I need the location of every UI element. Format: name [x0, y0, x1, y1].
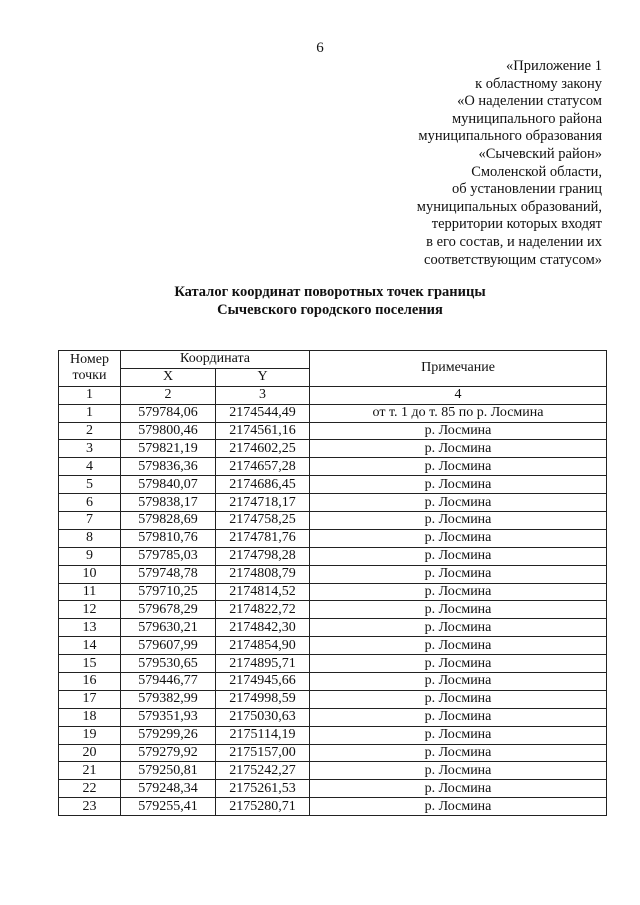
y-coordinate: 2174544,49 [216, 404, 310, 422]
column-index: 2 [121, 386, 216, 404]
note: р. Лосмина [310, 798, 607, 816]
note: р. Лосмина [310, 565, 607, 583]
point-number: 8 [59, 529, 121, 547]
note: р. Лосмина [310, 655, 607, 673]
y-coordinate: 2175114,19 [216, 726, 310, 744]
x-coordinate: 579748,78 [121, 565, 216, 583]
y-coordinate: 2174758,25 [216, 512, 310, 530]
point-number: 21 [59, 762, 121, 780]
point-number: 5 [59, 476, 121, 494]
appendix-line: муниципального района [452, 110, 602, 127]
catalog-title [0, 283, 640, 319]
table-row [59, 619, 607, 637]
x-coordinate: 579810,76 [121, 529, 216, 547]
x-coordinate: 579821,19 [121, 440, 216, 458]
x-coordinate: 579530,65 [121, 655, 216, 673]
table-row [59, 583, 607, 601]
note: р. Лосмина [310, 673, 607, 691]
y-coordinate: 2174842,30 [216, 619, 310, 637]
appendix-line: Смоленской области, [471, 163, 602, 180]
note: р. Лосмина [310, 690, 607, 708]
appendix-line: об установлении границ [451, 181, 602, 198]
y-coordinate: 2174657,28 [216, 458, 310, 476]
table-row [59, 529, 607, 547]
column-index: 1 [59, 386, 121, 404]
table-row [59, 512, 607, 530]
point-number: 2 [59, 422, 121, 440]
y-coordinate: 2174854,90 [216, 637, 310, 655]
y-coordinate: 2174822,72 [216, 601, 310, 619]
table-row [59, 780, 607, 798]
y-coordinate: 2175157,00 [216, 744, 310, 762]
y-coordinate: 2174686,45 [216, 476, 310, 494]
y-header: Y [216, 368, 310, 386]
table-row [59, 601, 607, 619]
note: р. Лосмина [310, 494, 607, 512]
point-number: 15 [59, 655, 121, 673]
appendix-header [272, 58, 602, 269]
table-row [59, 476, 607, 494]
table-row [59, 422, 607, 440]
point-number: 3 [59, 440, 121, 458]
x-coordinate: 579836,36 [121, 458, 216, 476]
y-coordinate: 2175242,27 [216, 762, 310, 780]
x-coordinate: 579382,99 [121, 690, 216, 708]
x-coordinate: 579828,69 [121, 512, 216, 530]
note: р. Лосмина [310, 512, 607, 530]
note: р. Лосмина [310, 458, 607, 476]
y-coordinate: 2174798,28 [216, 547, 310, 565]
x-coordinate: 579607,99 [121, 637, 216, 655]
y-coordinate: 2174808,79 [216, 565, 310, 583]
note: р. Лосмина [310, 619, 607, 637]
appendix-line: муниципальных образований, [416, 198, 602, 215]
appendix-line: к областному закону [475, 75, 602, 92]
point-number: 18 [59, 708, 121, 726]
note: р. Лосмина [310, 601, 607, 619]
table-row [59, 744, 607, 762]
catalog-title-line: Сычевского городского поселения [217, 302, 443, 318]
note: р. Лосмина [310, 762, 607, 780]
column-index: 4 [310, 386, 607, 404]
note: р. Лосмина [310, 744, 607, 762]
point-number: 4 [59, 458, 121, 476]
appendix-line: муниципального образования [418, 128, 602, 145]
table-row [59, 798, 607, 816]
x-coordinate: 579630,21 [121, 619, 216, 637]
point-number: 13 [59, 619, 121, 637]
x-header: X [121, 368, 216, 386]
coordinate-header: Координата [121, 351, 310, 369]
note: р. Лосмина [310, 547, 607, 565]
point-number: 19 [59, 726, 121, 744]
y-coordinate: 2175030,63 [216, 708, 310, 726]
y-coordinate: 2174718,17 [216, 494, 310, 512]
point-number: 10 [59, 565, 121, 583]
point-number: 22 [59, 780, 121, 798]
point-number: 16 [59, 673, 121, 691]
x-coordinate: 579838,17 [121, 494, 216, 512]
appendix-line: территории которых входят [431, 216, 602, 233]
appendix-line: «Сычевский район» [478, 145, 602, 162]
point-number-header [59, 351, 121, 387]
y-coordinate: 2175261,53 [216, 780, 310, 798]
note: р. Лосмина [310, 529, 607, 547]
table-row [59, 404, 607, 422]
y-coordinate: 2175280,71 [216, 798, 310, 816]
point-number: 9 [59, 547, 121, 565]
x-coordinate: 579248,34 [121, 780, 216, 798]
x-coordinate: 579840,07 [121, 476, 216, 494]
table-row [59, 655, 607, 673]
note-header: Примечание [310, 351, 607, 387]
table-row [59, 708, 607, 726]
x-coordinate: 579784,06 [121, 404, 216, 422]
coordinates-table-body [59, 404, 607, 815]
table-row [59, 762, 607, 780]
table-row [59, 637, 607, 655]
x-coordinate: 579446,77 [121, 673, 216, 691]
note: р. Лосмина [310, 583, 607, 601]
appendix-line: «Приложение 1 [506, 58, 602, 74]
column-index: 3 [216, 386, 310, 404]
note: р. Лосмина [310, 726, 607, 744]
y-coordinate: 2174602,25 [216, 440, 310, 458]
note: р. Лосмина [310, 422, 607, 440]
table-row [59, 547, 607, 565]
point-number-header-line1: Номер [70, 352, 109, 368]
x-coordinate: 579255,41 [121, 798, 216, 816]
note: р. Лосмина [310, 476, 607, 494]
x-coordinate: 579710,25 [121, 583, 216, 601]
y-coordinate: 2174561,16 [216, 422, 310, 440]
table-row [59, 690, 607, 708]
y-coordinate: 2174998,59 [216, 690, 310, 708]
y-coordinate: 2174895,71 [216, 655, 310, 673]
catalog-title-line: Каталог координат поворотных точек границы [174, 284, 486, 300]
page-number: 6 [316, 40, 324, 56]
point-number: 12 [59, 601, 121, 619]
point-number: 14 [59, 637, 121, 655]
point-number-header-line2: точки [72, 368, 107, 384]
x-coordinate: 579279,92 [121, 744, 216, 762]
x-coordinate: 579351,93 [121, 708, 216, 726]
y-coordinate: 2174945,66 [216, 673, 310, 691]
note: р. Лосмина [310, 708, 607, 726]
point-number: 6 [59, 494, 121, 512]
table-row [59, 726, 607, 744]
x-coordinate: 579250,81 [121, 762, 216, 780]
x-coordinate: 579785,03 [121, 547, 216, 565]
point-number: 17 [59, 690, 121, 708]
note: р. Лосмина [310, 637, 607, 655]
x-coordinate: 579800,46 [121, 422, 216, 440]
table-row [59, 673, 607, 691]
table-row [59, 440, 607, 458]
table-row [59, 494, 607, 512]
point-number: 20 [59, 744, 121, 762]
note: р. Лосмина [310, 780, 607, 798]
y-coordinate: 2174814,52 [216, 583, 310, 601]
coordinates-table [58, 350, 607, 816]
table-row [59, 458, 607, 476]
note: р. Лосмина [310, 440, 607, 458]
y-coordinate: 2174781,76 [216, 529, 310, 547]
x-coordinate: 579299,26 [121, 726, 216, 744]
column-index-row [59, 386, 607, 404]
appendix-line: соответствующим статусом» [424, 251, 602, 268]
note: от т. 1 до т. 85 по р. Лосмина [310, 404, 607, 422]
point-number: 7 [59, 512, 121, 530]
point-number: 1 [59, 404, 121, 422]
point-number: 23 [59, 798, 121, 816]
table-row [59, 565, 607, 583]
x-coordinate: 579678,29 [121, 601, 216, 619]
appendix-line: «О наделении статусом [457, 93, 602, 110]
point-number: 11 [59, 583, 121, 601]
appendix-line: в его состав, и наделении их [426, 233, 602, 250]
